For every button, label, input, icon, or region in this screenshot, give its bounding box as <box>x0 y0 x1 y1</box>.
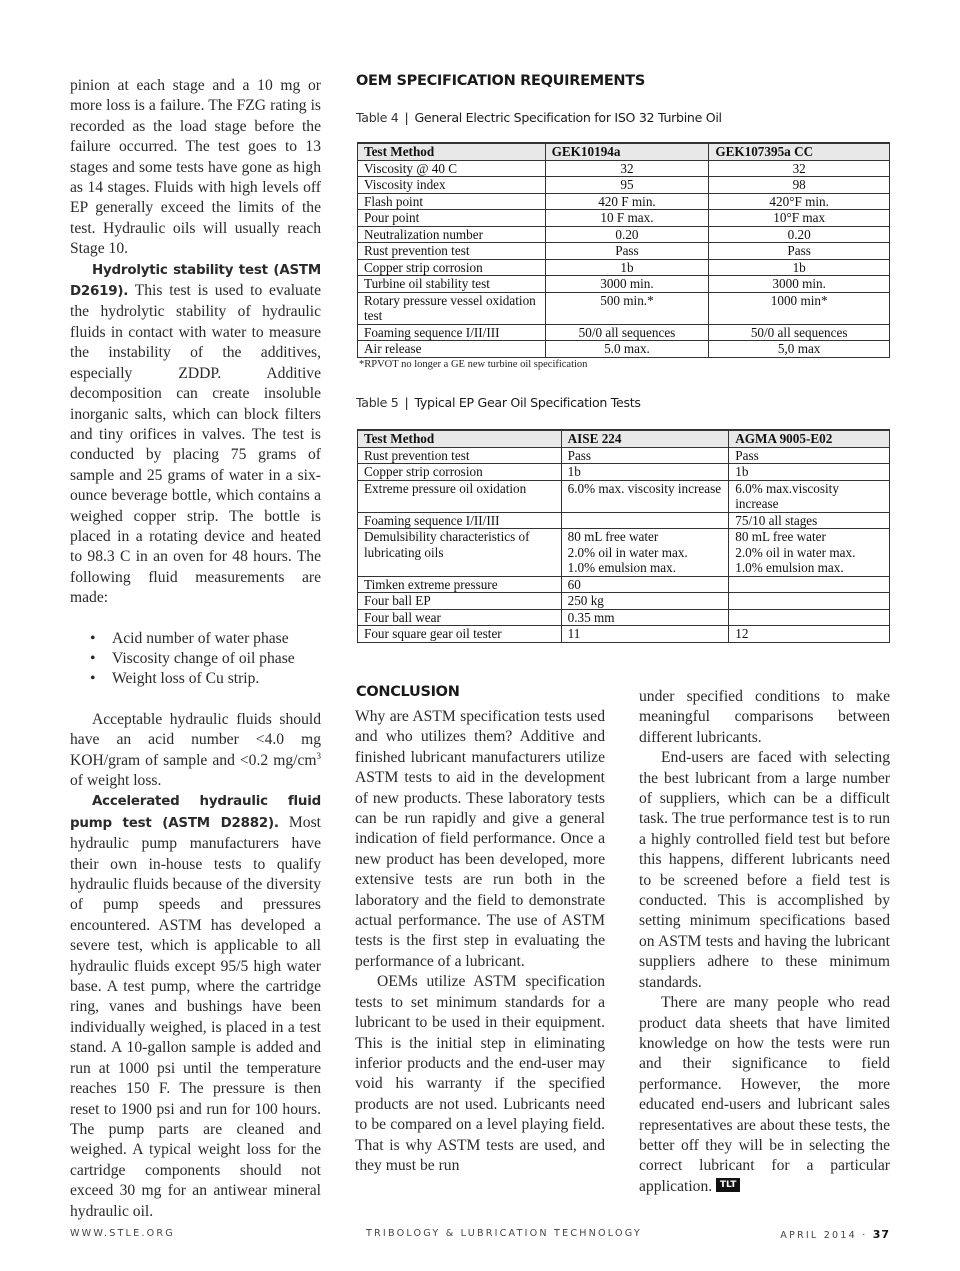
table-row <box>358 529 890 577</box>
table4-caption: Table 4 | General Electric Specification for ISO 32 Turbine Oil <box>356 110 722 125</box>
pump-test-text: Most hydraulic pump manufacturers have their own in-house tests to qualify hydraulic fluids because of the diversity of pump speeds and pressures encountered. ASTM has developed a severe test, which is applicable to all hydraulic fluids except 95/5 high water base. A test pump, where the cartridge ring, vanes and bushings have been individually weighed, is placed in a test stand. A 10-gallon sample is added and run at 1000 psi until the temperature reaches 150 F. The pressure is then reset to 1900 psi and run for 100 hours. The pump parts are cleaned and weighed. A typical weight loss for the cartridge components should not exceed 30 mg for an antiwear mineral hydraulic oil. <box>70 813 321 1220</box>
conclusion-final-text: There are many people who read product data sheets that have limited knowledge on how the tests were run and their significance to field performance. However, the more educated end-users and lubricant sales representatives are about these tests, the better off they will be in selecting the correct lubricant for a particular application. <box>639 994 890 1195</box>
table-cell: Pass <box>709 243 890 260</box>
table-cell: Pass <box>561 447 729 464</box>
table-cell: Viscosity @ 40 C <box>358 160 546 177</box>
list-item: • Weight loss of Cu strip. <box>90 669 321 689</box>
conclusion-paragraph <box>639 993 890 1197</box>
table4-label: Table 4 <box>356 110 399 125</box>
table-row <box>358 259 890 276</box>
table-cell: 80 mL free water 2.0% oil in water max. 1.0% emulsion max. <box>729 529 890 577</box>
hydrolytic-text: This test is used to evaluate the hydrolytic stability of hydraulic fluids in contact with water to measure the instability of the additives, especially ZDDP. Additive decomposition can create insoluble inorganic salts, which can block filters and tiny orifices in valves. The test is conducted by placing 75 grams of sample and 25 grams of water in a six-ounce beverage bottle, which contains a weighed copper strip. The bottle is placed in a rotating device and heated to 98.3 C in an oven for 48 hours. The following fluid measurements are made: <box>70 282 321 607</box>
table-cell: 0.35 mm <box>561 609 729 626</box>
table-row <box>358 626 890 643</box>
table-row <box>358 341 890 358</box>
table-cell <box>561 512 729 529</box>
table-cell: Rust prevention test <box>358 447 562 464</box>
table-cell: 32 <box>709 160 890 177</box>
table-cell: 10 F max. <box>545 210 709 227</box>
table-cell: 420 F min. <box>545 193 709 210</box>
table-cell <box>729 576 890 593</box>
table-header-row <box>358 430 890 447</box>
table-cell: Pass <box>729 447 890 464</box>
table-cell: Rust prevention test <box>358 243 546 260</box>
table-row <box>358 609 890 626</box>
table-cell: 10°F max <box>709 210 890 227</box>
column-header: Test Method <box>358 430 562 447</box>
table-cell: 6.0% max. viscosity increase <box>561 480 729 512</box>
column-header: AGMA 9005-E02 <box>729 430 890 447</box>
table-row <box>358 480 890 512</box>
acceptable-text-a: Acceptable hydraulic fluids should have an acid number <4.0 mg KOH/gram of sample and <0.2 mg/cm <box>70 710 321 769</box>
table-cell: Extreme pressure oil oxidation <box>358 480 562 512</box>
table-cell: 11 <box>561 626 729 643</box>
table-cell: Four square gear oil tester <box>358 626 562 643</box>
table-row <box>358 160 890 177</box>
column-header: GEK10194a <box>545 143 709 160</box>
footer-website: WWW.STLE.ORG <box>70 1228 175 1239</box>
table-cell: 12 <box>729 626 890 643</box>
page-number: 37 <box>872 1228 890 1241</box>
table-cell: 0.20 <box>709 226 890 243</box>
fzg-paragraph: pinion at each stage and a 10 mg or more loss is a failure. The FZG rating is recorded as the load stage before the failure occurred. The test goes to 13 stages and some tests have gone as high as 14 stages. Fluids with high levels off EP generally exceed the limits of the test. Hydraulic oils will usually reach Stage 10. <box>70 77 321 258</box>
conclusion-column-1 <box>355 707 605 1176</box>
conclusion-heading: CONCLUSION <box>356 684 460 700</box>
table-cell: 80 mL free water 2.0% oil in water max. 1.0% emulsion max. <box>561 529 729 577</box>
table-row <box>358 593 890 610</box>
conclusion-paragraph: under specified conditions to make meaningful comparisons between different lubricants. <box>639 688 890 746</box>
table-row <box>358 276 890 293</box>
table4 <box>357 142 890 358</box>
pump-runin-head: Accelerated hydraulic fluid pump test (ASTM D2882). <box>70 794 321 831</box>
table-cell: Four ball wear <box>358 609 562 626</box>
table-cell: 1000 min* <box>709 292 890 324</box>
table4-title: General Electric Specification for ISO 32 Turbine Oil <box>414 110 722 125</box>
footer-publication: TRIBOLOGY & LUBRICATION TECHNOLOGY <box>366 1228 642 1239</box>
table-cell: 50/0 all sequences <box>545 324 709 341</box>
tlt-logo-text: TLT <box>719 1179 737 1190</box>
table-cell: Four ball EP <box>358 593 562 610</box>
table-row <box>358 177 890 194</box>
superscript: 3 <box>316 750 321 761</box>
table-row <box>358 447 890 464</box>
table-cell: Timken extreme pressure <box>358 576 562 593</box>
conclusion-paragraph: End-users are faced with selecting the best lubricant from a large number of suppliers, which can be a difficult task. The true performance test is to run a highly controlled field test but before this happens, different lubricants need to be screened before a field test is conducted. This is accomplished by setting minimum specifications based on ASTM tests and having the lubricant suppliers adhere to these minimum standards. <box>639 749 890 991</box>
table-cell: Pass <box>545 243 709 260</box>
table-cell: 0.20 <box>545 226 709 243</box>
table-cell: 6.0% max.viscosity increase <box>729 480 890 512</box>
footer-separator: · <box>862 1230 868 1241</box>
table-cell: 500 min.* <box>545 292 709 324</box>
table-cell: Copper strip corrosion <box>358 464 562 481</box>
table-row <box>358 193 890 210</box>
table-cell: 60 <box>561 576 729 593</box>
table5-label: Table 5 <box>356 395 399 410</box>
table-cell: 32 <box>545 160 709 177</box>
table-cell: 420°F min. <box>709 193 890 210</box>
table-row <box>358 512 890 529</box>
hydrolytic-paragraph <box>70 260 321 609</box>
table-cell: Copper strip corrosion <box>358 259 546 276</box>
list-item: • Acid number of water phase <box>90 629 321 649</box>
footer-date-page <box>780 1228 890 1241</box>
table-cell: 75/10 all stages <box>729 512 890 529</box>
table-cell: Flash point <box>358 193 546 210</box>
table-cell <box>729 609 890 626</box>
oem-heading: OEM SPECIFICATION REQUIREMENTS <box>356 73 645 89</box>
conclusion-paragraph: Why are ASTM specification tests used and who utilizes them? Additive and finished lubricant manufacturers utilize ASTM tests to aid in the development of new products. These laboratory tests can be run rapidly and give a general indication of field performance. Once a new product has been developed, more extensive tests are run both in the laboratory and the field to demonstrate actual performance. The use of ASTM tests is the first step in evaluating the performance of a lubricant. <box>355 708 605 970</box>
table4-body <box>358 160 890 357</box>
conclusion-column-2 <box>639 687 890 1197</box>
table-cell: Foaming sequence I/II/III <box>358 512 562 529</box>
table-header-row <box>358 143 890 160</box>
table-cell: 98 <box>709 177 890 194</box>
list-item: • Viscosity change of oil phase <box>90 649 321 669</box>
table-cell: 250 kg <box>561 593 729 610</box>
column-header: Test Method <box>358 143 546 160</box>
column-header: AISE 224 <box>561 430 729 447</box>
table-cell: 1b <box>709 259 890 276</box>
table-row <box>358 464 890 481</box>
table-cell: Air release <box>358 341 546 358</box>
column-header: GEK107395a CC <box>709 143 890 160</box>
acceptable-fluids-paragraph <box>70 710 321 792</box>
pump-test-paragraph <box>70 791 321 1222</box>
measurement-list <box>70 629 321 690</box>
table-row <box>358 576 890 593</box>
table-row <box>358 210 890 227</box>
table-cell: Turbine oil stability test <box>358 276 546 293</box>
table-cell: 5,0 max <box>709 341 890 358</box>
table-cell <box>729 593 890 610</box>
table-cell: Foaming sequence I/II/III <box>358 324 546 341</box>
table-cell: 1b <box>561 464 729 481</box>
tlt-logo <box>716 1178 740 1192</box>
table-row <box>358 324 890 341</box>
table-cell: 3000 min. <box>545 276 709 293</box>
conclusion-paragraph: OEMs utilize ASTM specification tests to set minimum standards for a lubricant to be used in their equipment. This is the initial step in eliminating inferior products and the end-user may void his warranty if the specified products are not used. Lubricants need to be compared on a level playing field. That is why ASTM tests are used, and they must be run <box>355 973 605 1174</box>
table-cell: 3000 min. <box>709 276 890 293</box>
footer-date: APRIL 2014 <box>780 1230 857 1241</box>
table-cell: 95 <box>545 177 709 194</box>
acceptable-text-b: of weight loss. <box>70 772 162 789</box>
table-cell: Pour point <box>358 210 546 227</box>
table5-title: Typical EP Gear Oil Specification Tests <box>414 395 641 410</box>
table-cell: Demulsibility characteristics of lubricating oils <box>358 529 562 577</box>
hydrolytic-runin-head: Hydrolytic stability test (ASTM D2619). <box>70 262 321 300</box>
table-cell: 1b <box>545 259 709 276</box>
table-row <box>358 226 890 243</box>
table-cell: Viscosity index <box>358 177 546 194</box>
table-row <box>358 243 890 260</box>
table-row <box>358 292 890 324</box>
table-cell: Neutralization number <box>358 226 546 243</box>
table-cell: 50/0 all sequences <box>709 324 890 341</box>
table5-caption: Table 5 | Typical EP Gear Oil Specification Tests <box>356 395 641 410</box>
table5 <box>357 429 890 643</box>
table-cell: Rotary pressure vessel oxidation test <box>358 292 546 324</box>
table-cell: 5.0 max. <box>545 341 709 358</box>
left-column <box>70 76 321 1222</box>
table5-body <box>358 447 890 642</box>
table4-footnote: *RPVOT no longer a GE new turbine oil specification <box>359 359 588 370</box>
table-cell: 1b <box>729 464 890 481</box>
